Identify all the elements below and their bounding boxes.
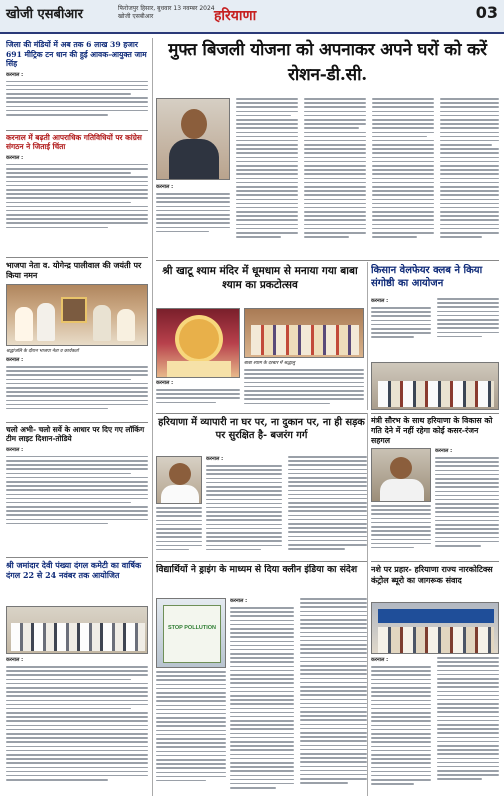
body-text-col3 xyxy=(304,98,366,240)
dateline: करनाल : xyxy=(6,154,24,161)
left-story-2 xyxy=(6,133,148,255)
date-line-2: खोजी एसबीआर xyxy=(118,12,154,20)
dateline: करनाल : xyxy=(371,657,389,663)
memorial-photo xyxy=(6,284,148,346)
body-text xyxy=(156,193,230,232)
section-title: हरियाणा xyxy=(214,8,257,24)
dateline: करनाल : xyxy=(230,598,248,604)
narcotics-awareness-photo xyxy=(371,602,499,654)
devotees-photo xyxy=(244,308,364,358)
farmer-club-photo xyxy=(371,362,499,410)
clean-india-body-2 xyxy=(156,671,226,796)
left-story-5-body xyxy=(6,657,148,796)
body-text-col2 xyxy=(300,598,367,786)
trade-leader-photo xyxy=(156,456,202,504)
farmer-club-story xyxy=(371,264,499,294)
headline: श्री जमांदार देवी पंख्या दंगल कमेटी का वार्षिक दंगल 22 से 24 नवंबर तक आयोजित xyxy=(6,560,142,580)
dateline: करनाल : xyxy=(156,184,174,190)
headline: नशे पर प्रहार- हरियाणा राज्य नारकोटिक्स कंट्रोल ब्यूरो का जागरूक संवाद xyxy=(371,564,493,585)
dateline: करनाल : xyxy=(6,71,24,78)
masthead-date xyxy=(118,5,215,21)
body-text xyxy=(230,607,294,789)
minister-story-body-2 xyxy=(371,505,431,558)
photo-caption: श्रद्धांजलि के दौरान भाजपा नेता व कार्यकर्ता xyxy=(6,349,79,354)
body-text xyxy=(435,457,499,547)
body-text xyxy=(6,666,148,781)
body-text-col2 xyxy=(437,298,499,340)
photo-caption: बाबा श्याम के दरबार में श्रद्धालु xyxy=(244,361,295,366)
headline: हरियाणा में व्यापारी ना घर पर, ना दुकान पर, ना ही सड़क पर सुरक्षित है- बजरंग गर्ग xyxy=(158,417,365,441)
dateline: करनाल : xyxy=(156,380,174,386)
minister-photo xyxy=(371,448,431,502)
poster-text: STOP POLLUTION xyxy=(167,625,217,631)
dateline: करनाल : xyxy=(435,448,453,454)
body-text xyxy=(371,666,431,785)
headline: विद्यार्थियों ने ड्राइंग के माध्यम से दिया क्लीन इंडिया का संदेश xyxy=(156,564,358,575)
body-text xyxy=(156,507,202,550)
body-text xyxy=(6,164,148,228)
trade-story-body-2 xyxy=(156,507,202,558)
date-line-1: फिरोजपुर हिसार, बुधवार 13 नवम्बर 2024 xyxy=(118,5,215,12)
body-text xyxy=(206,465,282,550)
left-story-3-body xyxy=(6,348,148,420)
body-text xyxy=(6,81,148,116)
temple-story-body-2 xyxy=(156,380,240,410)
wrestling-committee-photo xyxy=(6,606,148,654)
left-story-1 xyxy=(6,40,148,128)
minister-story-body xyxy=(435,448,499,558)
body-text xyxy=(156,671,226,781)
masthead xyxy=(0,0,504,34)
body-text xyxy=(371,505,431,548)
dateline: करनाल : xyxy=(206,456,224,462)
clean-india-story xyxy=(156,564,367,594)
left-story-4 xyxy=(6,425,148,555)
body-text xyxy=(244,369,364,404)
headline: मंत्री सौरभ के साथ हरियाणा के विकास को गति देने में नहीं रहेगा कोई कसर-रंजन सहगल xyxy=(371,416,493,445)
headline: करनाल में बढ़ती आपराधिक गतिविधियों पर कांग्रेस संगठन ने जिताई चिंता xyxy=(6,133,142,152)
dc-portrait xyxy=(156,98,230,180)
body-text xyxy=(156,389,240,403)
headline: भाजपा नेता व. योगेन्द्र पालीवाल की जयंती पर किया नमन xyxy=(6,260,142,280)
headline: जिला की मंडियों में अब तक 6 लाख 39 हजार 691 मीट्रिक टन धान की हुई आवक-आयुक्त जाम सिंह xyxy=(6,40,147,68)
lead-story xyxy=(156,38,499,96)
dateline: करनाल : xyxy=(6,657,24,663)
headline: किसान वेलफेयर क्लब ने किया संगोष्ठी का आयोजन xyxy=(371,265,483,289)
body-text-col4 xyxy=(372,98,434,240)
page-number: 03 xyxy=(475,3,498,22)
body-text xyxy=(6,366,148,409)
body-text xyxy=(6,456,148,525)
students-drawing-photo xyxy=(156,598,226,668)
lead-story-body xyxy=(156,98,499,258)
minister-story xyxy=(371,416,499,446)
dateline: करनाल : xyxy=(6,446,24,453)
body-text-col2 xyxy=(288,456,367,552)
newspaper-logo: खोजी एसबीआर xyxy=(6,7,83,22)
headline: श्री खाटू श्याम मंदिर में धूमधाम से मनाया गया बाबा श्याम का प्रकटोत्सव xyxy=(162,265,358,291)
narcotics-story xyxy=(371,564,499,600)
lead-headline: मुफ्त बिजली योजना को अपनाकर अपने घरों को करें रोशन-डी.सी. xyxy=(168,40,487,85)
temple-story xyxy=(156,264,364,304)
clean-india-body xyxy=(230,598,367,796)
trade-story-body xyxy=(206,456,367,558)
narcotics-story-body xyxy=(371,657,499,796)
farmer-club-body xyxy=(371,298,499,358)
body-text-col2 xyxy=(236,98,298,240)
dateline: करनाल : xyxy=(6,357,24,363)
temple-story-body xyxy=(244,360,364,410)
temple-photo xyxy=(156,308,240,378)
dateline: करनाल : xyxy=(371,298,389,304)
body-text-col2 xyxy=(437,657,499,783)
trade-story xyxy=(156,416,367,452)
headline: चलो अभी- चलो सर्वे के आधार पर दिए गए लॉकिंग टीम लाइट दिशान-तोडिये xyxy=(6,425,145,444)
body-text-col5 xyxy=(440,98,499,240)
body-text xyxy=(371,307,431,338)
